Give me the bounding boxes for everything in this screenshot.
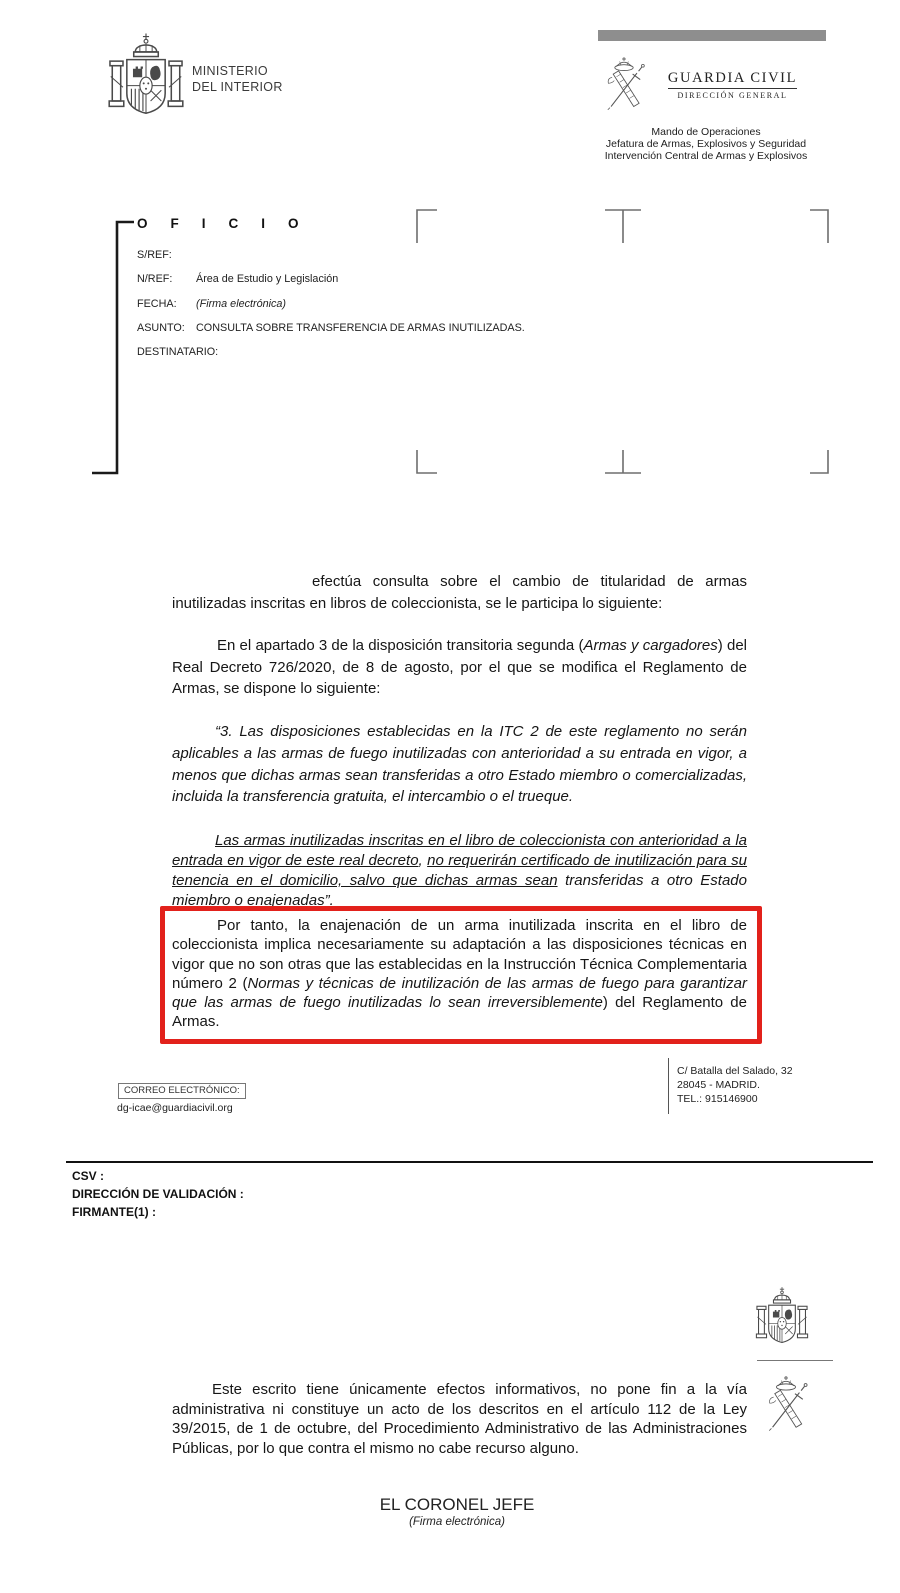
field-label: N/REF: [137,273,173,286]
field-label: ASUNTO: [137,321,185,334]
field-value: (Firma electrónica) [196,297,286,310]
address-line: 28045 - MADRID. [677,1078,760,1091]
text-segment: Las armas inutilizadas inscritas en el libro de coleccionista con anterioridad a la entrada en vigor de este real decreto [172,832,747,869]
guardia-civil-emblem-small-icon [758,1374,814,1438]
paragraph-disclaimer: Este escrito tiene únicamente efectos informativos, no pone fin a la vía administrativa ni constituye un acto de los descritos en el artículo 112 de la Ley 39/2015, de 1 de octubre, del Procedimiento Administrativo de las Administraciones Públicas, por lo que contra el mismo no cabe recurso alguno. [172,1381,747,1458]
text-segment: Normas y técnicas de inutilización de las armas de fuego para garantizar que las armas de fuego inutilizadas lo sean irreversiblemente [172,974,747,1012]
emblem-divider [757,1360,833,1361]
field-fecha [137,298,525,322]
spain-coat-of-arms-small-icon [753,1286,811,1350]
text-segment: ”. [324,891,334,909]
ministry-name-line2: DEL INTERIOR [192,80,283,94]
text-segment: , [418,851,428,869]
text-segment: En el apartado 3 de la disposición transitoria segunda ( [217,637,584,654]
signature-note: (Firma electrónica) [409,1516,505,1528]
guardia-civil-subtitle: DIRECCIÓN GENERAL [677,91,788,100]
text-segment: ) del Reglamento de Armas. [172,994,747,1031]
validation-url-label: DIRECCIÓN DE VALIDACIÓN : [72,1187,244,1202]
field-nref [137,273,525,297]
text-segment: Armas y cargadores [583,637,718,654]
address-divider [668,1058,669,1114]
guardia-civil-name: GUARDIA CIVIL [668,70,797,89]
reference-fields [137,249,525,370]
field-value: Área de Estudio y Legislación [196,273,339,286]
email-address: dg-icae@guardiacivil.org [117,1102,233,1114]
field-asunto [137,322,525,346]
unit-line: Jefatura de Armas, Explosivos y Seguridad [605,137,807,150]
unit-line: Mando de Operaciones [651,126,761,138]
postal-address [677,1065,793,1106]
paragraph-underlined-quote [172,831,747,911]
text-segment: enajenadas [247,891,325,909]
validation-separator [66,1161,873,1163]
paragraph-conclusion [172,916,747,1032]
field-label: FECHA: [137,297,177,310]
oficio-title: OFICIO [137,216,322,231]
signer-label: FIRMANTE(1) : [72,1205,156,1220]
field-sref [137,249,525,273]
ministry-name-line1: MINISTERIO [192,64,268,78]
text-segment: ) del Real Decreto 726/2020, de 8 de agosto, por el que se modifica el Reglamento de Armas, se dispone lo siguiente: [172,637,747,698]
paragraph-quote: “3. Las disposiciones establecidas en la ITC 2 de este reglamento no serán aplicables a las armas de fuego inutilizadas con anterioridad a su entrada en vigor, a menos que dichas armas sean transferidas a otro Estado miembro o comercializadas, incluida la transferencia gratuita, el intercambio o el trueque. [172,723,747,806]
text-segment: transferidas a otro Estado miembro o [172,871,747,909]
address-line: TEL.: 915146900 [677,1092,758,1105]
validation-block [72,1167,244,1222]
address-line: C/ Batalla del Salado, 32 [677,1065,793,1077]
field-label: S/REF: [137,249,172,261]
text-segment: no requerirán certificado de inutilización para su tenencia en el domicilio, salvo que dichas armas sean [172,851,748,889]
field-label: DESTINATARIO: [137,346,219,359]
paragraph-apartado [172,635,747,700]
text-segment: Por tanto, la enajenación de un arma inutilizada inscrita en el libro de coleccionista implica necesariamente su adaptación a las disposiciones técnicas en vigor que no son otras que las establecidas en la Instrucción Técnica Complementaria número 2 ( [172,917,747,992]
signature-title: EL CORONEL JEFE [379,1495,535,1514]
email-label-box: CORREO ELECTRÓNICO: [118,1083,246,1099]
field-value: CONSULTA SOBRE TRANSFERENCIA DE ARMAS INUTILIZADAS. [196,321,525,334]
field-destinatario [137,346,525,370]
csv-label: CSV : [72,1169,105,1183]
unit-line: Intervención Central de Armas y Explosivos [604,149,808,162]
oficio-bracket [92,222,134,473]
paragraph-intro: efectúa consulta sobre el cambio de titularidad de armas inutilizadas inscritas en libros de coleccionista, se le participa lo siguiente: [172,573,747,612]
highlight-box [160,906,762,1044]
